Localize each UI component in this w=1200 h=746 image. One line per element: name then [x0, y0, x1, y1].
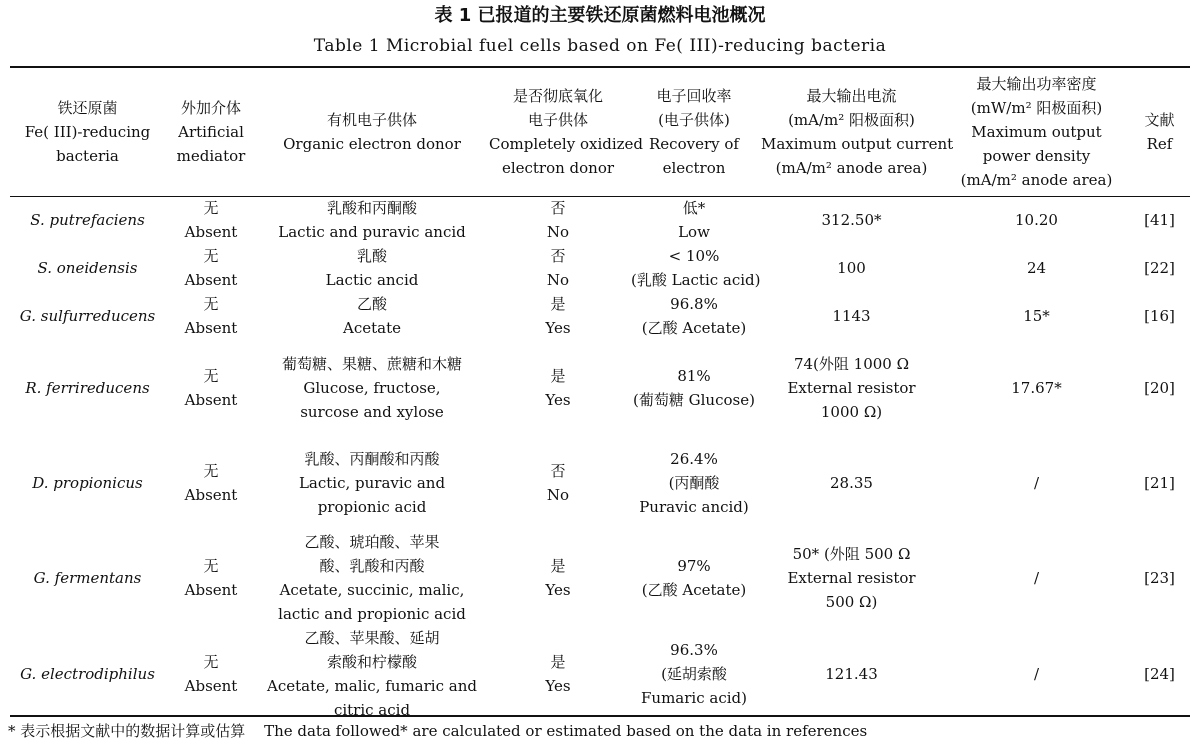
column-header-line: 铁还原菌: [57, 99, 118, 117]
column-header-line: Organic electron donor: [283, 135, 461, 153]
cell-line: 无: [203, 199, 219, 217]
table-title-en: Table 1 Microbial fuel cells based on Fe( III)-reducing bacteria: [313, 36, 887, 56]
cell-mediator: [165, 244, 257, 292]
cell-oxidized: [487, 340, 629, 435]
cell-line: 乙酸、苹果酸、延胡: [304, 629, 440, 647]
column-header: [944, 68, 1129, 196]
column-header-line: mediator: [176, 147, 246, 165]
cell-bacteria: [10, 626, 165, 722]
footnote-zh: * 表示根据文献中的数据计算或估算: [8, 722, 246, 740]
column-header-line: Artificial: [178, 123, 244, 141]
cell-power: [944, 196, 1129, 244]
cell-current: [759, 292, 944, 340]
cell-recovery: [629, 244, 759, 292]
cell-recovery: [629, 340, 759, 435]
cell-mediator: [165, 435, 257, 530]
cell-line: 10.20: [1015, 211, 1058, 229]
species-name: G. fermentans: [33, 569, 142, 587]
cell-line: 乳酸: [356, 247, 387, 265]
cell-oxidized: [487, 530, 629, 626]
cell-bacteria: [10, 196, 165, 244]
cell-power: [944, 244, 1129, 292]
cell-donor: [257, 292, 487, 340]
cell-line: Yes: [545, 390, 571, 409]
cell-line: 是: [550, 295, 566, 313]
cell-line: 24: [1026, 259, 1047, 277]
cell-line: Lactic, puravic and: [298, 473, 446, 492]
cell-line: 无: [203, 461, 219, 480]
cell-line: Yes: [545, 581, 571, 599]
cell-power: [944, 340, 1129, 435]
cell-line: 乙酸: [356, 295, 387, 313]
cell-mediator: [165, 530, 257, 626]
data-table: [10, 68, 1190, 722]
cell-line: /: [1033, 473, 1040, 492]
cell-line: 26.4%: [670, 449, 718, 468]
cell-line: 否: [550, 199, 566, 217]
cell-line: citric acid: [333, 701, 411, 719]
cell-donor: [257, 626, 487, 722]
cell-line: External resistor: [787, 569, 916, 587]
ref-number: [22]: [1144, 259, 1175, 277]
cell-line: Acetate, succinic, malic,: [279, 581, 465, 599]
column-header-line: (mA/m² 阳极面积): [788, 111, 915, 129]
cell-line: Lactic ancid: [325, 271, 419, 289]
cell-bacteria: [10, 340, 165, 435]
cell-bacteria: [10, 292, 165, 340]
cell-oxidized: [487, 435, 629, 530]
cell-line: Glucose, fructose,: [303, 378, 441, 397]
cell-line: Absent: [184, 677, 238, 695]
cell-line: 15*: [1023, 307, 1050, 325]
cell-line: Acetate: [343, 319, 401, 337]
cell-line: (葡萄糖 Glucose): [633, 390, 755, 409]
cell-ref: [1129, 196, 1190, 244]
cell-line: 低*: [682, 199, 706, 217]
cell-recovery: [629, 626, 759, 722]
cell-current: [759, 196, 944, 244]
species-name: G. electrodiphilus: [20, 665, 155, 683]
column-header-line: Ref: [1146, 135, 1173, 153]
cell-line: 否: [550, 461, 566, 480]
table-body: [10, 196, 1190, 722]
cell-donor: [257, 530, 487, 626]
cell-line: 酸、乳酸和丙酸: [319, 557, 425, 575]
ref-number: [23]: [1144, 569, 1175, 587]
cell-ref: [1129, 292, 1190, 340]
cell-line: 无: [203, 295, 219, 313]
ref-number: [20]: [1144, 378, 1175, 397]
cell-line: 乳酸、丙酮酸和丙酸: [304, 449, 440, 468]
cell-line: 1143: [832, 307, 871, 325]
cell-recovery: [629, 530, 759, 626]
cell-line: Absent: [184, 223, 238, 241]
column-header-line: electron donor: [501, 159, 615, 177]
column-header-line: 电子供体: [527, 111, 588, 129]
cell-line: 无: [203, 247, 219, 265]
ref-number: [21]: [1144, 473, 1175, 492]
cell-line: /: [1033, 665, 1040, 683]
column-header-line: Recovery of: [649, 135, 739, 153]
cell-line: (乙酸 Acetate): [641, 581, 747, 599]
cell-line: 是: [550, 653, 566, 671]
header-row: [10, 68, 1190, 196]
cell-line: 无: [203, 557, 219, 575]
cell-line: 121.43: [825, 665, 878, 683]
cell-line: (延胡索酸: [661, 665, 727, 683]
cell-oxidized: [487, 626, 629, 722]
column-header-line: Completely oxidized: [489, 135, 644, 153]
species-name: D. propionicus: [32, 473, 143, 492]
column-header: [759, 68, 954, 196]
column-header: [165, 68, 257, 196]
cell-recovery: [629, 292, 759, 340]
cell-line: 无: [203, 653, 219, 671]
cell-line: 100: [837, 259, 866, 277]
cell-line: Lactic and puravic ancid: [278, 223, 466, 241]
column-header-line: (mW/m² 阳极面积): [970, 99, 1103, 117]
cell-recovery: [629, 196, 759, 244]
column-header-line: 是否彻底氧化: [512, 87, 603, 105]
cell-line: 500 Ω): [825, 593, 878, 611]
cell-line: 96.8%: [670, 295, 718, 313]
cell-line: 是: [550, 557, 566, 575]
cell-line: lactic and propionic acid: [278, 605, 466, 623]
cell-line: 81%: [677, 366, 711, 385]
cell-line: 74(外阻 1000 Ω: [793, 354, 910, 373]
cell-line: Fumaric acid): [641, 689, 747, 707]
cell-line: 否: [550, 247, 566, 265]
cell-line: No: [546, 271, 570, 289]
column-header-line: bacteria: [56, 147, 119, 165]
cell-oxidized: [487, 244, 629, 292]
ref-number: [41]: [1144, 211, 1175, 229]
cell-line: 索酸和柠檬酸: [326, 653, 417, 671]
cell-line: 17.67*: [1011, 378, 1062, 397]
cell-current: [759, 340, 944, 435]
column-header-line: 最大输出电流: [806, 87, 897, 105]
cell-bacteria: [10, 244, 165, 292]
ref-number: [24]: [1144, 665, 1175, 683]
cell-power: [944, 292, 1129, 340]
cell-line: (丙酮酸: [668, 473, 720, 492]
cell-ref: [1129, 244, 1190, 292]
column-header-line: electron: [662, 159, 726, 177]
cell-donor: [257, 340, 487, 435]
table-row: [10, 626, 1190, 722]
column-header-line: 文献: [1144, 111, 1175, 129]
cell-line: 乙酸、琥珀酸、苹果: [304, 533, 440, 551]
cell-mediator: [165, 292, 257, 340]
cell-line: Yes: [545, 319, 571, 337]
cell-donor: [257, 196, 487, 244]
cell-power: [944, 530, 1129, 626]
cell-current: [759, 530, 944, 626]
column-header-line: 外加介体: [180, 99, 241, 117]
species-name: S. oneidensis: [37, 259, 138, 277]
cell-current: [759, 244, 944, 292]
cell-recovery: [629, 435, 759, 530]
table-title-zh: 表 1 已报道的主要铁还原菌燃料电池概况: [434, 5, 766, 26]
table-row: [10, 292, 1190, 340]
column-header: [257, 68, 487, 196]
cell-oxidized: [487, 292, 629, 340]
cell-ref: [1129, 626, 1190, 722]
column-header-line: (mA/m² anode area): [960, 171, 1113, 189]
column-header-line: 最大输出功率密度: [976, 75, 1097, 93]
cell-line: 50* (外阻 500 Ω: [792, 545, 911, 563]
cell-donor: [257, 244, 487, 292]
cell-line: External resistor: [787, 378, 916, 397]
column-header-line: 电子回收率: [656, 87, 732, 105]
footnote-en: The data followed* are calculated or estimated based on the data in references: [264, 722, 868, 740]
footnote: [8, 720, 881, 742]
column-header: [10, 68, 165, 196]
table-row: [10, 244, 1190, 292]
cell-ref: [1129, 530, 1190, 626]
table-row: [10, 196, 1190, 244]
ref-number: [16]: [1144, 307, 1175, 325]
column-header-line: (mA/m² anode area): [775, 159, 928, 177]
cell-line: Absent: [184, 390, 238, 409]
cell-line: 乳酸和丙酮酸: [326, 199, 417, 217]
cell-bacteria: [10, 435, 165, 530]
cell-line: 96.3%: [670, 641, 718, 659]
column-header-line: Maximum output current: [761, 135, 954, 153]
cell-line: Acetate, malic, fumaric and: [267, 677, 477, 695]
column-header-line: power density: [982, 147, 1091, 165]
column-header-line: 有机电子供体: [326, 111, 417, 129]
cell-ref: [1129, 340, 1190, 435]
cell-mediator: [165, 626, 257, 722]
cell-line: Absent: [184, 319, 238, 337]
cell-line: 葡萄糖、果糖、蔗糖和木糖: [281, 354, 462, 373]
column-header-line: Maximum output: [971, 123, 1102, 141]
column-header: [487, 68, 644, 196]
cell-line: propionic acid: [317, 497, 427, 516]
cell-line: (乙酸 Acetate): [641, 319, 747, 337]
species-name: R. ferrireducens: [25, 378, 150, 397]
cell-line: Low: [678, 223, 710, 241]
cell-power: [944, 435, 1129, 530]
cell-bacteria: [10, 530, 165, 626]
cell-donor: [257, 435, 487, 530]
cell-mediator: [165, 196, 257, 244]
cell-line: Yes: [545, 677, 571, 695]
column-header: [1129, 68, 1190, 196]
cell-line: Absent: [184, 581, 238, 599]
cell-line: surcose and xylose: [300, 402, 444, 421]
cell-line: 312.50*: [821, 211, 882, 229]
column-header-line: Fe( III)-reducing: [24, 123, 151, 141]
cell-line: 1000 Ω): [820, 402, 883, 421]
cell-line: 28.35: [830, 473, 873, 492]
table-row: [10, 435, 1190, 530]
cell-ref: [1129, 435, 1190, 530]
cell-current: [759, 626, 944, 722]
cell-line: No: [546, 485, 570, 504]
cell-oxidized: [487, 196, 629, 244]
cell-line: /: [1033, 569, 1040, 587]
cell-line: No: [546, 223, 570, 241]
cell-power: [944, 626, 1129, 722]
species-name: G. sulfurreducens: [19, 307, 156, 325]
cell-line: 97%: [677, 557, 711, 575]
cell-line: 是: [550, 366, 566, 385]
table-row: [10, 340, 1190, 435]
cell-line: Absent: [184, 485, 238, 504]
cell-line: Puravic ancid): [639, 497, 749, 516]
cell-line: (乳酸 Lactic acid): [631, 271, 761, 289]
column-header: [629, 68, 759, 196]
column-header-line: (电子供体): [658, 111, 730, 129]
cell-line: < 10%: [668, 247, 720, 265]
species-name: S. putrefaciens: [30, 211, 145, 229]
cell-current: [759, 435, 944, 530]
cell-mediator: [165, 340, 257, 435]
table-row: [10, 530, 1190, 626]
cell-line: Absent: [184, 271, 238, 289]
cell-line: 无: [203, 366, 219, 385]
